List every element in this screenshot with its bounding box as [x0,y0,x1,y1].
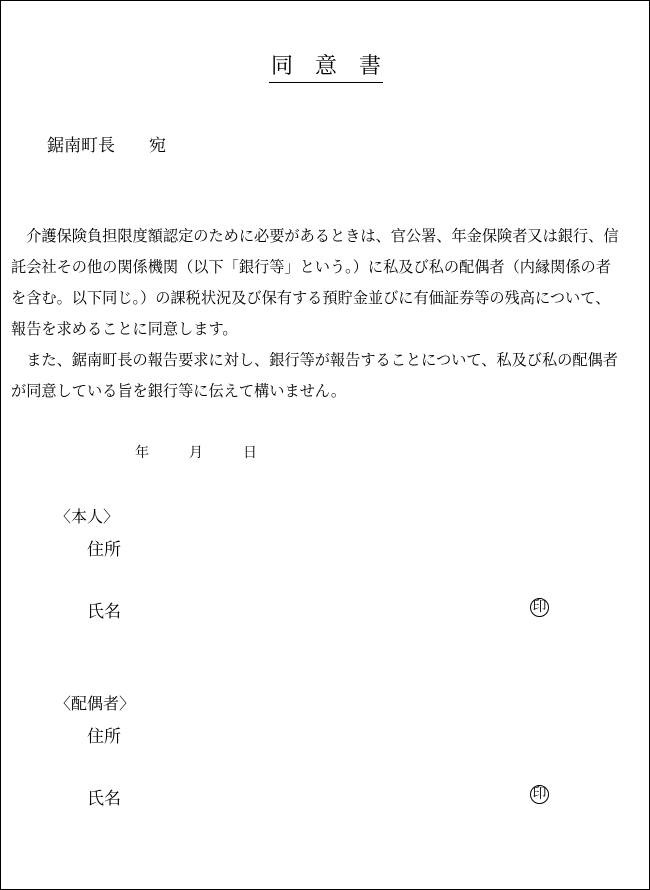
spouse-seal-mark: 印 [530,785,549,804]
document-title [1,49,650,83]
body-line-6: が同意している旨を銀行等に伝えて構いません。 [11,382,347,400]
document-title-text: 同 意 書 [269,49,383,83]
principal-address-label: 住所 [87,540,121,560]
body-line-1: 介護保険負担限度額認定のために必要があるときは、官公署、年金保険者又は銀行、信 [11,227,619,245]
spouse-heading: 〈配偶者〉 [55,694,136,713]
date-day-label: 日 [243,445,257,461]
spouse-name-label: 氏名 [87,789,121,809]
body-line-4: 報告を求めることに同意します。 [11,320,238,338]
date-month-label: 月 [189,445,203,461]
spouse-address-label: 住所 [87,727,121,747]
body-line-2: 託会社その他の関係機関（以下「銀行等」という。）に私及び私の配偶者（内縁関係の者 [11,258,611,276]
body-line-3: を含む。以下同じ。）の課税状況及び保有する預貯金並びに有価証券等の残高について、 [11,289,611,307]
principal-name-label: 氏名 [87,602,121,622]
date-year-label: 年 [135,445,149,461]
body-line-5: また、鋸南町長の報告要求に対し、銀行等が報告することについて、私及び私の配偶者 [11,351,618,369]
principal-heading: 〈本人〉 [55,507,120,526]
addressee: 鋸南町長 宛 [47,136,166,156]
principal-seal-mark: 印 [530,598,549,617]
